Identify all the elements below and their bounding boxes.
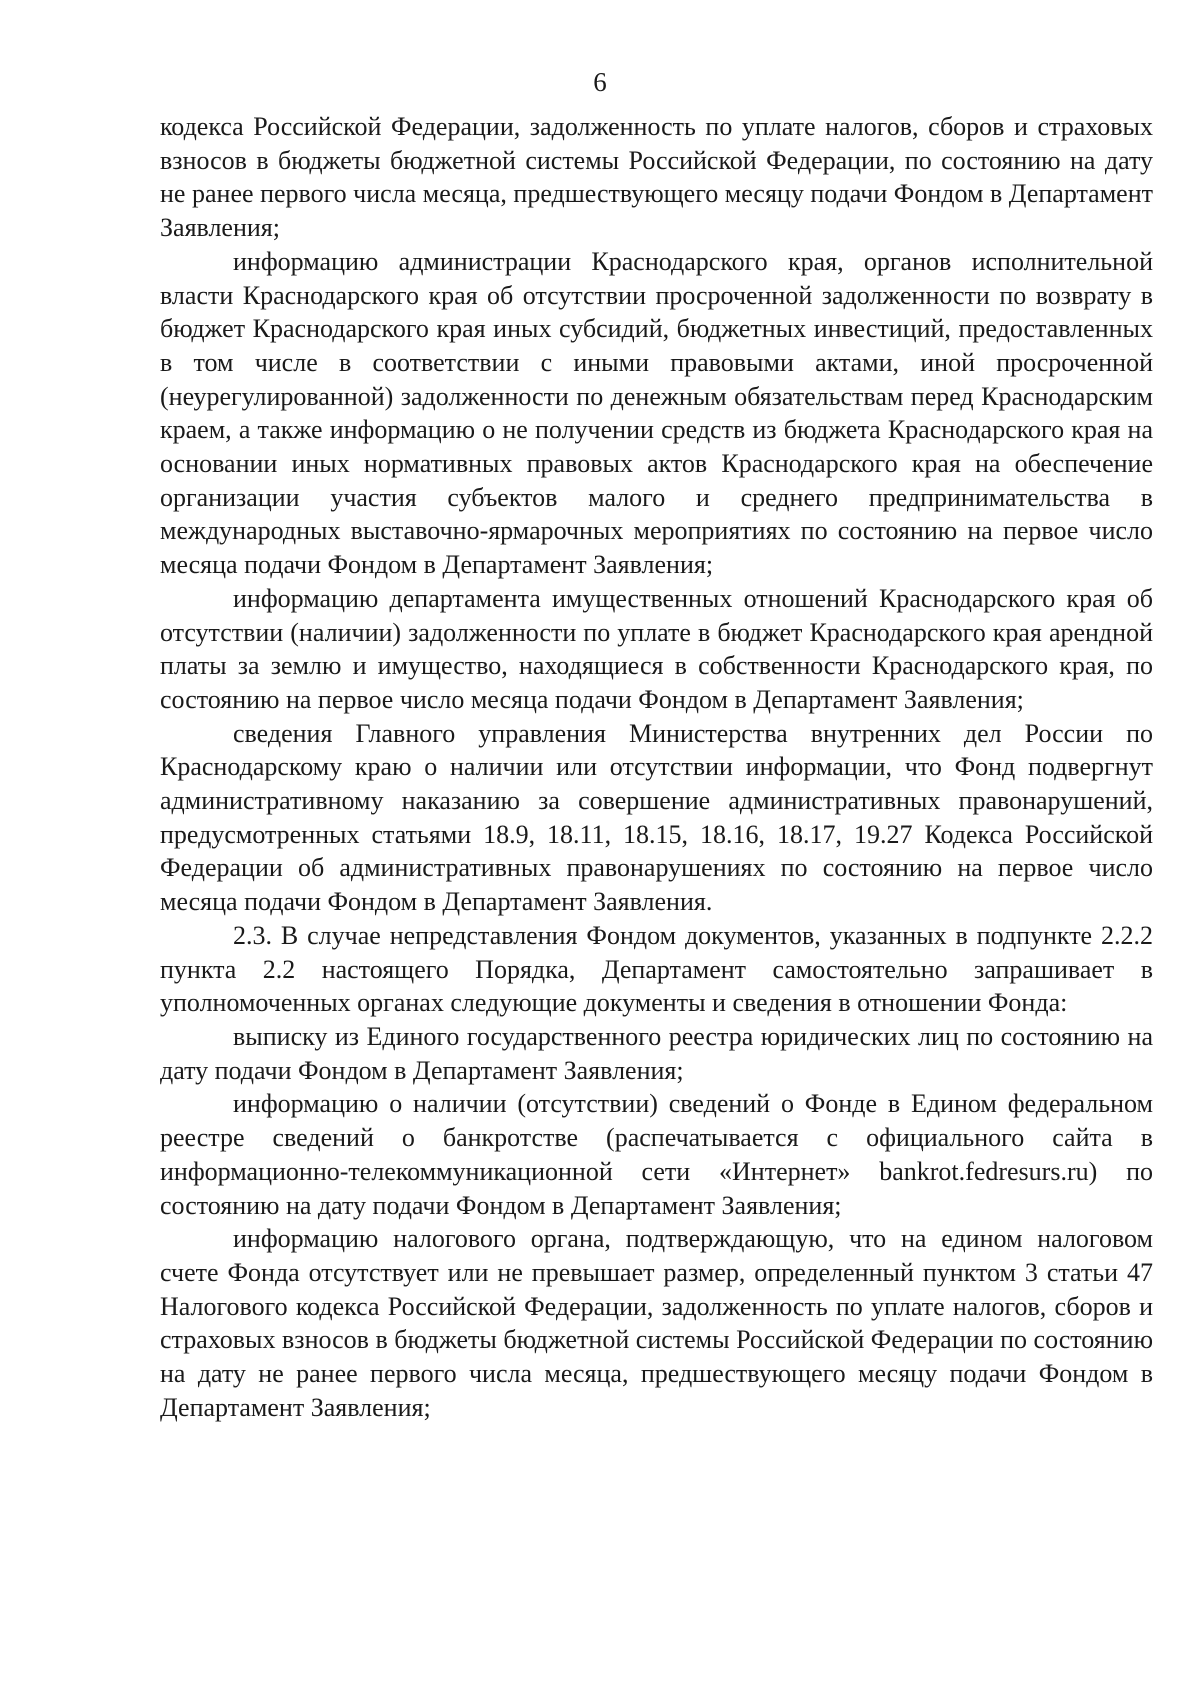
paragraph-admin-info: информацию администрации Краснодарского края, органов исполнительной власти Краснодарского края об отсутствии просроченной задолженности по возврату в бюджет Краснодарского края иных субсидий, бюджетных инвестиций, предоставленных в том числе в соответствии с иными правовыми актами, иной просроченной (неурегулированной) задолженности по денежным обязательствам перед Краснодарским краем, а также информацию о не получении средств из бюджета Краснодарского края на основании иных нормативных правовых актов Краснодарского края на обеспечение организации участия субъектов малого и среднего предпринимательства в международных выставочно-ярмарочных мероприятиях по состоянию на первое число месяца подачи Фондом в Департамент Заявления; — [160, 246, 1153, 580]
paragraph-property-dept-info: информацию департамента имущественных отношений Краснодарского края об отсутствии (наличии) задолженности по уплате в бюджет Краснодарского края арендной платы за землю и имущество, находящиеся в собственности Краснодарского края, по состоянию на первое число месяца подачи Фондом в Департамент Заявления; — [160, 583, 1153, 714]
paragraph-mvd-info: сведения Главного управления Министерства внутренних дел России по Краснодарскому краю о наличии или отсутствии информации, что Фонд подвергнут административному наказанию за совершение административных правонарушений, предусмотренных статьями 18.9, 18.11, 18.15, 18.16, 18.17, 19.27 Кодекса Российской Федерации об административных правонарушениях по состоянию на первое число месяца подачи Фондом в Департамент Заявления. — [160, 718, 1153, 917]
paragraph-egrul-extract: выписку из Единого государственного реестра юридических лиц по состоянию на дату подачи Фондом в Департамент Заявления; — [160, 1021, 1153, 1085]
paragraph-tax-authority: информацию налогового органа, подтверждающую, что на едином налоговом счете Фонда отсутствует или не превышает размер, определенный пунктом 3 статьи 47 Налогового кодекса Российской Федерации, задолженность по уплате налогов, сборов и страховых взносов в бюджеты бюджетной системы Российской Федерации по состоянию на дату не ранее первого числа месяца, предшествующего месяцу подачи Фондом в Департамент Заявления; — [160, 1224, 1153, 1422]
paragraph-continuation: кодекса Российской Федерации, задолженность по уплате налогов, сборов и страховых взносов в бюджеты бюджетной системы Российской Федерации, по состоянию на дату не ранее первого числа месяца, предшествующего месяцу подачи Фондом в Департамент Заявления; — [160, 112, 1153, 243]
page-number: 6 — [593, 67, 607, 97]
paragraph-bankruptcy-registry: информацию о наличии (отсутствии) сведений о Фонде в Едином федеральном реестре сведений о банкротстве (распечатывается с официального сайта в информационно-телекоммуникационной сети «Интернет» bankrot.fedresurs.ru) по состоянию на дату подачи Фондом в Департамент Заявления; — [160, 1089, 1153, 1220]
document-body — [160, 110, 1153, 1424]
paragraph-section-2-3: 2.3. В случае непредставления Фондом документов, указанных в подпункте 2.2.2 пункта 2.2 настоящего Порядка, Департамент самостоятельно запрашивает в уполномоченных органах следующие документы и сведения в отношении Фонда: — [160, 920, 1153, 1018]
